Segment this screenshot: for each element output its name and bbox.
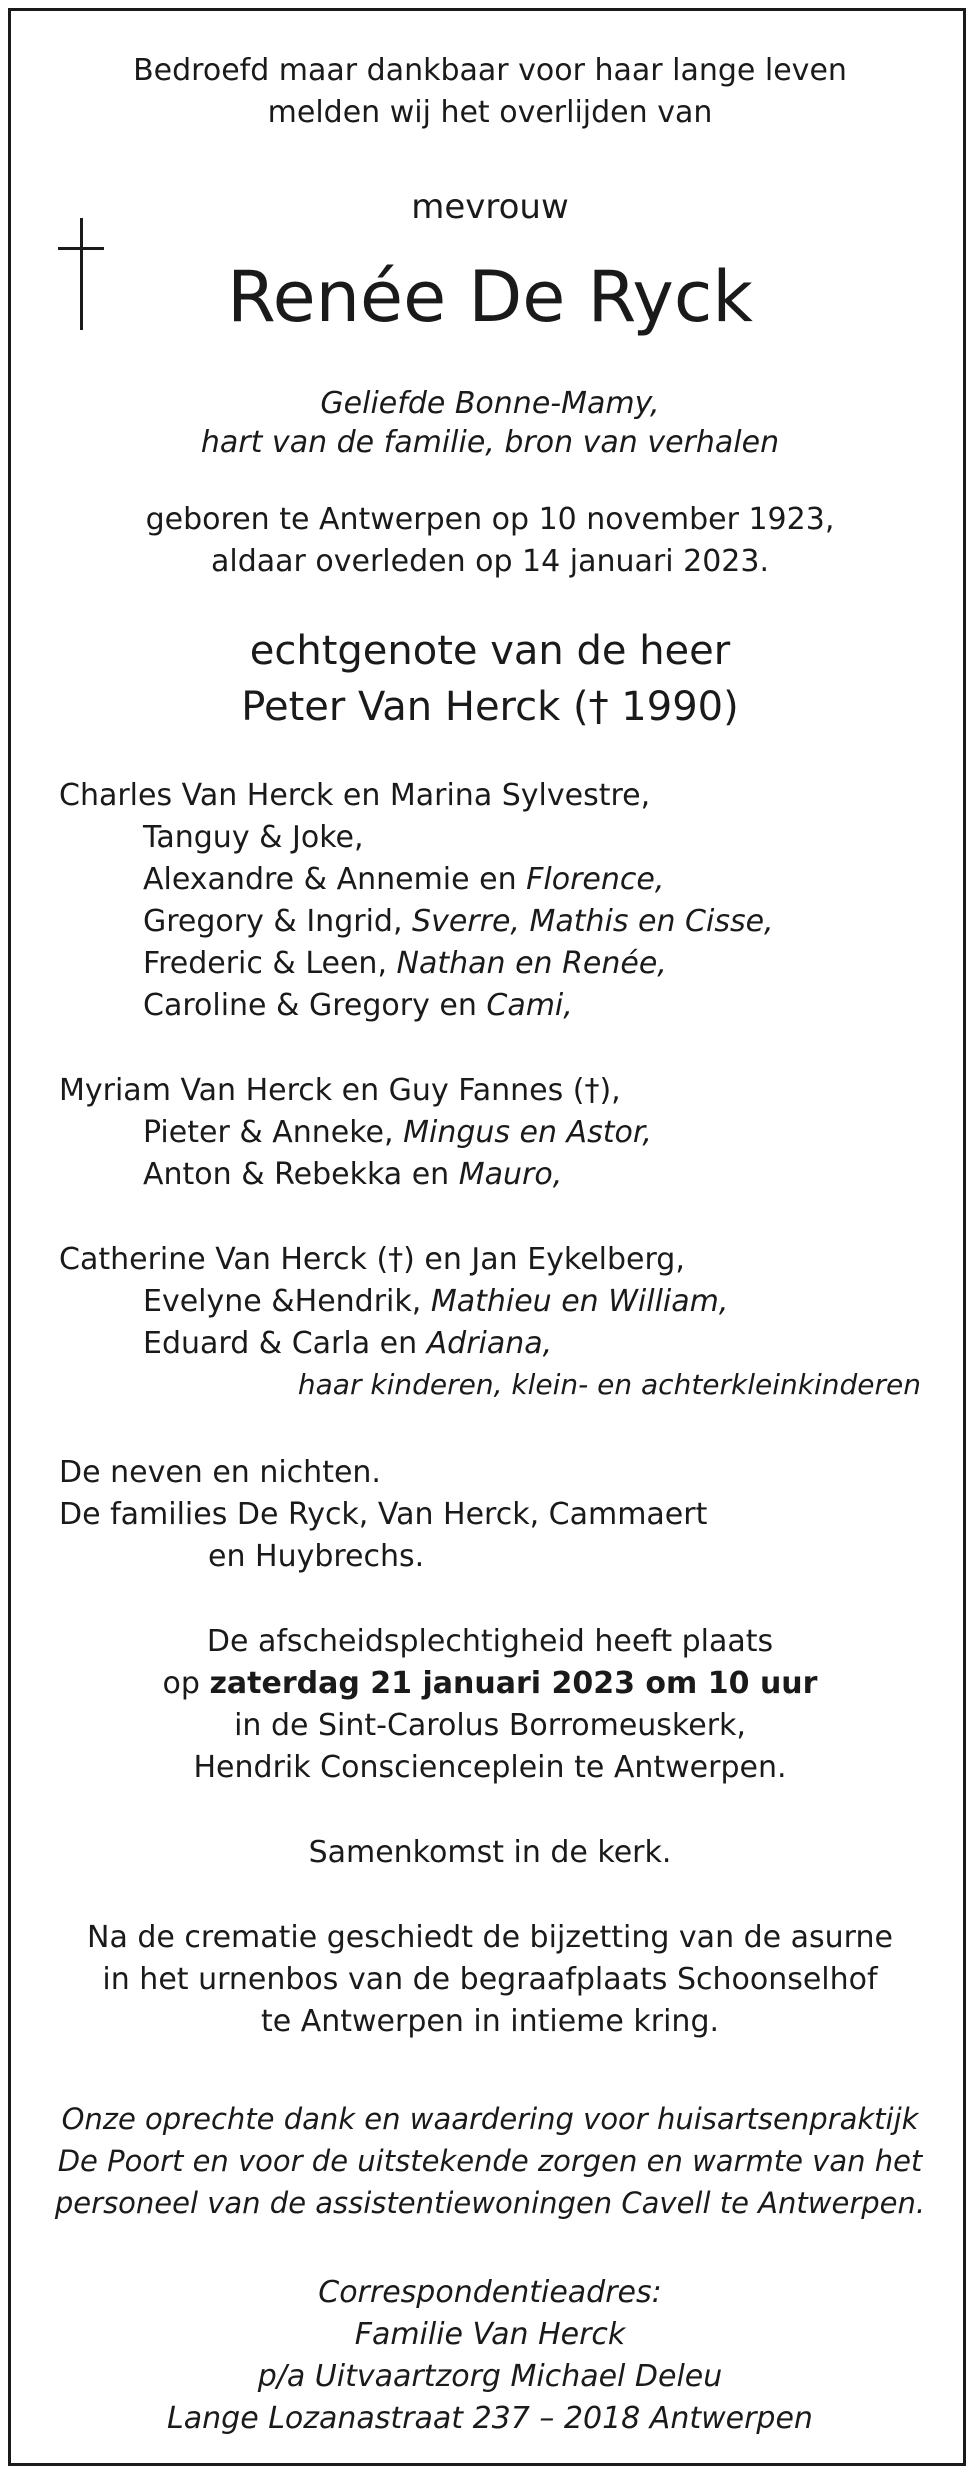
- deceased-name: Renée De Ryck: [227, 256, 753, 338]
- family-member-gregory: Gregory & Ingrid, Sverre, Mathis en Cisse,: [143, 904, 774, 939]
- birth-line: geboren te Antwerpen op 10 november 1923,: [145, 502, 835, 537]
- family-member-frederic: Frederic & Leen, Nathan en Renée,: [143, 946, 667, 981]
- relatives-line-3: en Huybrechs.: [208, 1539, 425, 1574]
- header-line-1: Bedroefd maar dankbaar voor haar lange leven: [133, 53, 847, 88]
- header-line-2: melden wij het overlijden van: [267, 95, 713, 130]
- correspondence-name: Familie Van Herck: [354, 2317, 626, 2352]
- thanks-line-2: De Poort en voor de uitstekende zorgen en warmte van het: [57, 2144, 923, 2178]
- family-member-caroline: Caroline & Gregory en Cami,: [143, 988, 573, 1023]
- family-head-charles: Charles Van Herck en Marina Sylvestre,: [59, 778, 651, 813]
- family-member-tanguy: Tanguy & Joke,: [143, 820, 364, 855]
- ceremony-date: zaterdag 21 januari 2023 om 10 uur: [209, 1666, 818, 1701]
- relatives-line-1: De neven en nichten.: [59, 1455, 381, 1490]
- thanks-line-3: personeel van de assistentiewoningen Cavell te Antwerpen.: [54, 2186, 926, 2220]
- spouse-line-2: Peter Van Herck († 1990): [241, 684, 739, 730]
- thanks-line-1: Onze oprechte dank en waardering voor huisartsenpraktijk: [61, 2102, 919, 2136]
- family-member-eduard: Eduard & Carla en Adriana,: [143, 1326, 553, 1361]
- honorific: mevrouw: [411, 187, 569, 227]
- gathering-line: Samenkomst in de kerk.: [308, 1835, 672, 1870]
- family-member-alexandre: Alexandre & Annemie en Florence,: [143, 862, 665, 897]
- family-member-pieter: Pieter & Anneke, Mingus en Astor,: [143, 1115, 652, 1150]
- correspondence-care-of: p/a Uitvaartzorg Michael Deleu: [257, 2359, 723, 2394]
- ceremony-line-1: De afscheidsplechtigheid heeft plaats: [206, 1624, 774, 1659]
- correspondence-label: Correspondentieadres:: [318, 2275, 662, 2310]
- ceremony-line-4: Hendrik Conscienceplein te Antwerpen.: [193, 1750, 787, 1785]
- page-border: [8, 8, 966, 2466]
- family-head-catherine: Catherine Van Herck (†) en Jan Eykelberg,: [59, 1242, 685, 1277]
- relatives-line-2: De families De Ryck, Van Herck, Cammaert: [59, 1497, 708, 1532]
- epithet-line-2: hart van de familie, bron van verhalen: [200, 425, 780, 460]
- family-member-evelyne: Evelyne &Hendrik, Mathieu en William,: [143, 1284, 729, 1319]
- death-line: aldaar overleden op 14 januari 2023.: [210, 544, 769, 579]
- correspondence-address: Lange Lozanastraat 237 – 2018 Antwerpen: [167, 2401, 813, 2436]
- family-head-myriam: Myriam Van Herck en Guy Fannes (†),: [59, 1073, 621, 1108]
- ceremony-line-3: in de Sint-Carolus Borromeuskerk,: [234, 1708, 746, 1743]
- burial-line-1: Na de crematie geschiedt de bijzetting van de asurne: [87, 1920, 893, 1955]
- burial-line-2: in het urnenbos van de begraafplaats Schoonselhof: [102, 1962, 878, 1997]
- ceremony-date-line: op zaterdag 21 januari 2023 om 10 uur: [162, 1666, 818, 1701]
- family-summary: haar kinderen, klein- en achterkleinkinderen: [297, 1368, 921, 1401]
- family-member-anton: Anton & Rebekka en Mauro,: [143, 1157, 563, 1192]
- burial-line-3: te Antwerpen in intieme kring.: [260, 2004, 720, 2039]
- epithet-line-1: Geliefde Bonne-Mamy,: [320, 386, 660, 421]
- spouse-line-1: echtgenote van de heer: [249, 628, 731, 674]
